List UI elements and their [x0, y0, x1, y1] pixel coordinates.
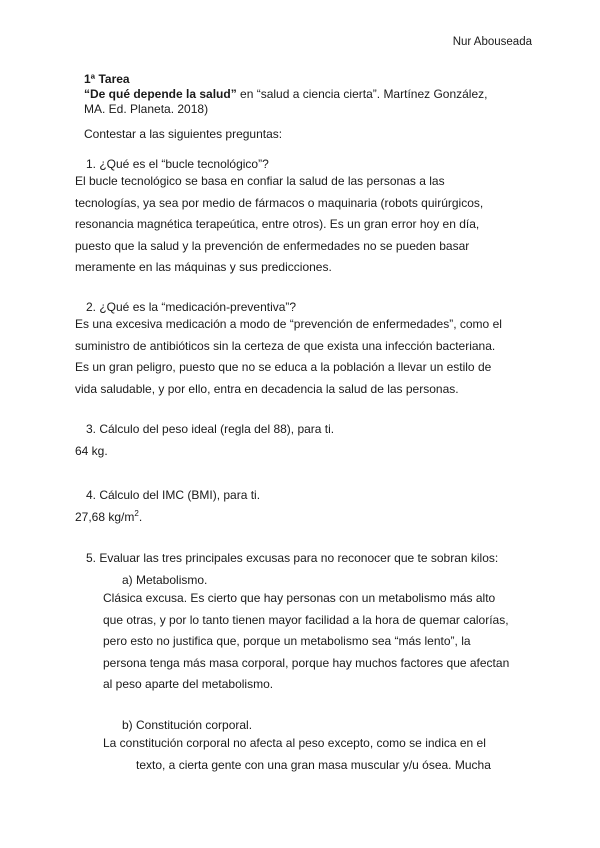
task-title: 1ª Tarea [84, 72, 130, 86]
answer-line: El bucle tecnológico se basa en confiar la salud de las personas a las [75, 174, 445, 188]
answer-5a [103, 588, 509, 696]
answer-line: pero esto no justifica que, porque un metabolismo sea “más lento”, la [103, 634, 471, 648]
question-1: 1. ¿Qué es el “bucle tecnológico”? [86, 157, 269, 171]
answer-2 [75, 314, 502, 400]
superscript: 2 [134, 509, 139, 518]
answer-4 [75, 510, 142, 524]
answer-line: que otras, y por lo tanto tienen mayor facilidad a la hora de quemar calorías, [103, 612, 509, 627]
answer-line: al peso aparte del metabolismo. [103, 677, 274, 691]
book-reference: en “salud a ciencia cierta”. Martínez González, [236, 87, 488, 101]
answer-line: puesto que la salud y la prevención de enfermedades no se pueden basar [75, 238, 470, 253]
answer-1 [75, 171, 483, 279]
answer-line: suministro de antibióticos sin la certeza de que exista una infección bacteriana. [75, 338, 496, 353]
instructions: Contestar a las siguientes preguntas: [84, 127, 283, 141]
answer-line: La constitución corporal no afecta al peso excepto, como se indica en el [103, 736, 486, 750]
question-3: 3. Cálculo del peso ideal (regla del 88), para ti. [86, 422, 335, 436]
answer-line: Clásica excusa. Es cierto que hay personas con un metabolismo más alto [103, 591, 496, 605]
bmi-value: 27,68 kg/m [75, 510, 135, 524]
question-5: 5. Evaluar las tres principales excusas para no reconocer que te sobran kilos: [86, 551, 499, 565]
answer-line: tecnologías, ya sea por medio de fármacos o maquinaria (robots quirúrgicos, [75, 195, 484, 210]
answer-3: 64 kg. [75, 444, 108, 458]
answer-line: resonancia magnética terapeútica, entre otros). Es un gran error hoy en día, [75, 217, 480, 231]
answer-line: persona tenga más masa corporal, porque hay muchos factores que afectan [103, 655, 510, 670]
answer-line: Es una excesiva medicación a modo de “prevención de enfermedades”, como el [75, 317, 502, 331]
subquestion-a: a) Metabolismo. [122, 573, 208, 587]
answer-line: vida saludable, y por ello, entra en decadencia la salud de las personas. [75, 381, 459, 396]
author-name: Nur Abouseada [452, 36, 532, 48]
question-4: 4. Cálculo del IMC (BMI), para ti. [86, 488, 261, 502]
book-title: “De qué depende la salud” [84, 87, 237, 101]
period: . [138, 510, 143, 524]
subquestion-b: b) Constitución corporal. [122, 718, 253, 732]
book-reference-cont: MA. Ed. Planeta. 2018) [84, 102, 209, 116]
answer-line: texto, a cierta gente con una gran masa muscular y/u ósea. Mucha [136, 757, 491, 772]
answer-line: meramente en las máquinas y sus predicciones. [75, 260, 332, 274]
answer-5b [103, 733, 491, 776]
title-block [84, 72, 524, 117]
answer-line: Es un gran peligro, puesto que no se educa a la población a llevar un estilo de [75, 360, 492, 374]
question-2: 2. ¿Qué es la “medicación-preventiva”? [86, 300, 297, 314]
